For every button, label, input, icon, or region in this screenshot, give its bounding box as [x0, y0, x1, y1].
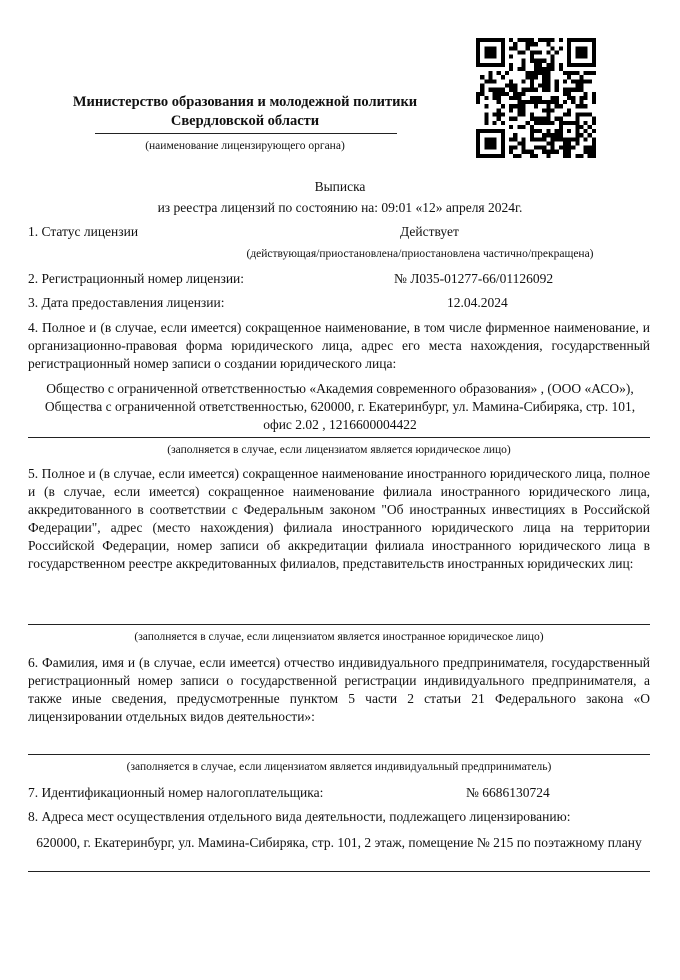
qr-code-icon — [476, 38, 596, 158]
foreign-entity-hint: (заполняется в случае, если лицензиатом является иностранное юридическое лицо) — [134, 631, 544, 643]
document-subtitle: из реестра лицензий по состоянию на: 09:01 «12» апреля 2024г. — [157, 200, 523, 215]
authority-name-line1: Министерство образования и молодежной политики — [72, 94, 418, 110]
foreign-entity-line — [28, 624, 650, 625]
reg-number-label: 2. Регистрационный номер лицензии: — [28, 271, 245, 286]
entrepreneur-question: 6. Фамилия, имя и (в случае, если имеется) отчество индивидуального предпринимателя, государственный регистрационный номер записи о государственной регистрации индивидуального предпринимателя, а также иные сведения, предусмотренные пунктом 5 части 2 статьи 21 Федерального закона «О лицензировании отдельных видов деятельности»: — [28, 655, 650, 724]
reg-number-value: № Л035-01277-66/01126092 — [394, 271, 554, 286]
authority-hint: (наименование лицензирующего органа) — [145, 140, 345, 152]
status-value: Действует — [400, 224, 459, 239]
authority-name-line2: Свердловской области — [170, 113, 320, 129]
activity-address-question: 8. Адреса мест осуществления отдельного вида деятельности, подлежащего лицензированию: — [28, 809, 571, 824]
legal-entity-hint: (заполняется в случае, если лицензиатом является юридическое лицо) — [167, 444, 511, 456]
legal-entity-line — [28, 437, 650, 438]
activity-address-value: 620000, г. Екатеринбург, ул. Мамина-Сибиряка, стр. 101, 2 этаж, помещение № 215 по поэтажному плану — [36, 835, 642, 850]
entrepreneur-line — [28, 754, 650, 755]
inn-value: № 6686130724 — [466, 785, 550, 800]
legal-entity-value: Общество с ограниченной ответственностью «Академия современного образования» , (ООО «АСО»), Общества с ограниченной ответственностью, 620000, г. Екатеринбург, ул. Мамина-Сибиряка, стр. 101, офис 2.02 , 1216600004422 — [44, 381, 636, 432]
legal-entity-question: 4. Полное и (в случае, если имеется) сокращенное наименование, в том числе фирменное наименование, и организационно-правовая форма юридического лица, адрес его места нахождения, государственный регистрационный номер записи о создании юридического лица: — [28, 320, 650, 371]
foreign-entity-question: 5. Полное и (в случае, если имеется) сокращенное наименование иностранного юридического лица, полное и (в случае, если имеется) сокращенное наименование филиала иностранного юридического лица, аккредитованного в соответствии с Федеральным законом "Об иностранных инвестициях в Российской Федерации", адрес (место нахождения) филиала иностранного юридического лица на территории Российской Федерации, номер записи об аккредитации филиала иностранного юридического лица в государственном реестре аккредитованных филиалов, представительств иностранных юридических лиц: — [28, 466, 650, 571]
license-date-value: 12.04.2024 — [447, 295, 508, 310]
status-label: 1. Статус лицензии — [28, 224, 139, 239]
licensing-authority — [30, 93, 460, 131]
activity-address-line — [28, 871, 650, 872]
license-date-label: 3. Дата предоставления лицензии: — [28, 295, 225, 310]
entrepreneur-hint: (заполняется в случае, если лицензиатом является индивидуальный предприниматель) — [126, 761, 552, 773]
document-title: Выписка — [314, 179, 366, 194]
status-hint: (действующая/приостановлена/приостановлена частично/прекращена) — [246, 248, 594, 260]
authority-underline — [95, 133, 397, 134]
inn-label: 7. Идентификационный номер налогоплательщика: — [28, 785, 324, 800]
